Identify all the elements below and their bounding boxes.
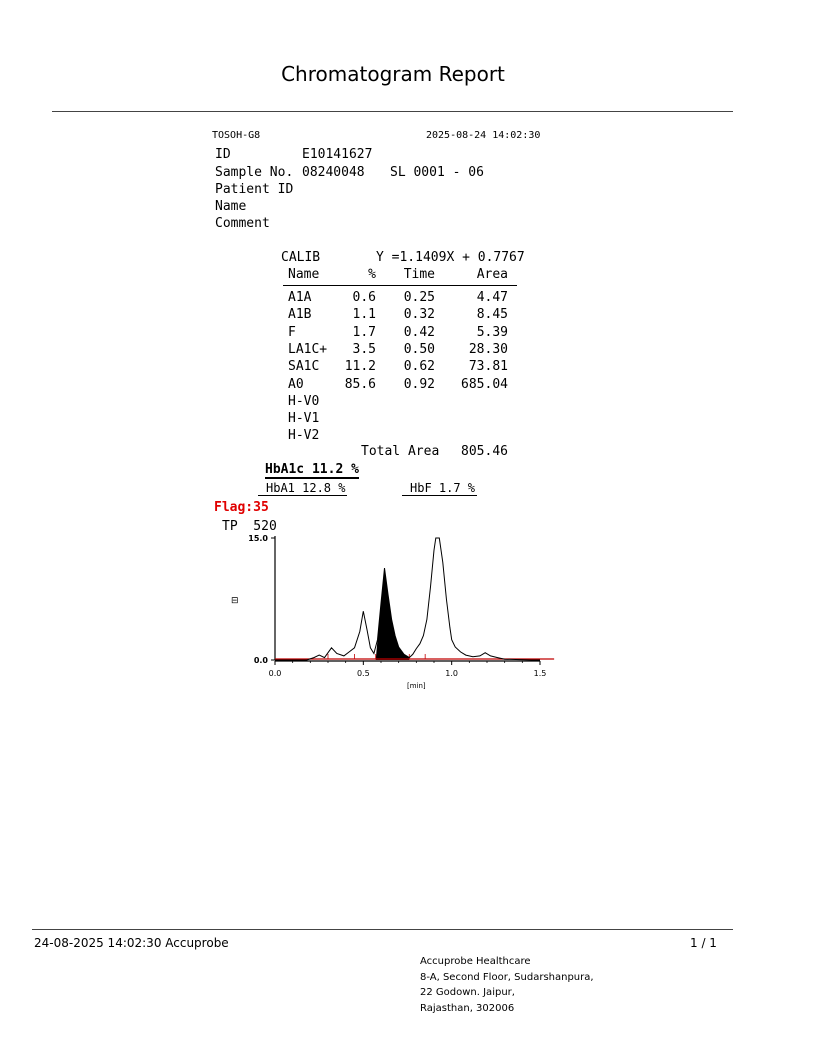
cell-time: 0.32: [403, 307, 435, 323]
instrument-name: TOSOH-G8: [212, 130, 261, 141]
y-tick-label: 0.0: [253, 656, 268, 665]
cell-pct: 85.6: [344, 376, 376, 392]
cell-name: A1B: [288, 307, 312, 323]
table-row: [283, 307, 517, 324]
chromatogram-trace: [275, 538, 540, 660]
cell-pct: 1.7: [352, 324, 376, 340]
cell-name: F: [288, 324, 296, 340]
cell-area: 8.45: [476, 307, 508, 323]
name-label: Name: [215, 199, 247, 214]
col-header-pct: %: [368, 267, 376, 282]
cell-area: 28.30: [468, 341, 508, 357]
cell-time: 0.42: [403, 324, 435, 340]
sl-value: SL 0001 - 06: [390, 165, 484, 180]
table-row: [283, 342, 517, 359]
cell-name: SA1C: [288, 359, 320, 375]
table-row: [283, 359, 517, 376]
col-header-area: Area: [476, 267, 508, 282]
col-header-name: Name: [288, 267, 320, 282]
chromatogram-chart: [225, 532, 570, 692]
top-divider: [52, 111, 733, 112]
cell-pct: 0.6: [352, 290, 376, 305]
total-protein: TP 520: [222, 519, 277, 534]
x-tick-label: 0.0: [268, 669, 282, 678]
hbf-result: HbF 1.7 %: [402, 481, 477, 496]
cell-name: A1A: [288, 290, 312, 305]
col-header-time: Time: [403, 267, 435, 282]
table-row: [283, 325, 517, 342]
address-line: Rajasthan, 302006: [420, 1002, 515, 1014]
table-row: [283, 394, 517, 411]
footer-page-number: 1 / 1: [690, 936, 717, 950]
x-tick-label: 1.0: [445, 669, 459, 678]
hba1-result: HbA1 12.8 %: [258, 481, 347, 496]
cell-area: 685.04: [461, 376, 508, 392]
cell-time: 0.50: [403, 341, 435, 357]
cell-pct: 1.1: [352, 307, 376, 323]
sample-label: Sample No.: [215, 165, 294, 180]
cell-time: 0.62: [403, 359, 435, 375]
table-row: [283, 377, 517, 394]
cell-area: 4.47: [476, 290, 508, 305]
cell-name: LA1C+: [288, 341, 328, 357]
flag-value: Flag:35: [214, 500, 269, 515]
cell-name: H-V0: [288, 393, 320, 409]
table-row: [283, 428, 517, 445]
address-line: 8-A, Second Floor, Sudarshanpura,: [420, 971, 594, 983]
cell-name: H-V2: [288, 428, 320, 444]
total-area-label: Total Area: [361, 444, 440, 459]
footer-address: [420, 954, 594, 1016]
address-line: 22 Godown. Jaipur,: [420, 987, 515, 998]
y-tick-label: 15.0: [248, 534, 268, 543]
cell-area: 5.39: [476, 324, 508, 340]
footer-divider: [32, 929, 733, 930]
report-title: Chromatogram Report: [281, 62, 505, 86]
footer-printed: 24-08-2025 14:02:30 Accuprobe: [34, 936, 229, 950]
run-datetime: 2025-08-24 14:02:30: [426, 130, 541, 141]
cell-pct: 3.5: [352, 341, 376, 357]
cell-name: A0: [288, 376, 304, 392]
address-line: Accuprobe Healthcare: [420, 956, 531, 967]
y-axis-unit-icon: ⊟: [231, 596, 239, 606]
x-tick-label: 0.5: [356, 669, 370, 678]
table-row: [283, 411, 517, 428]
x-axis-label: [min]: [406, 682, 426, 690]
cell-time: 0.92: [403, 376, 435, 392]
hba1c-result: HbA1c 11.2 %: [265, 462, 359, 477]
id-label: ID: [215, 147, 231, 162]
cell-name: H-V1: [288, 411, 320, 427]
calib-equation: Y =1.1409X + 0.7767: [376, 250, 525, 265]
filled-peak: [376, 568, 410, 660]
table-header-rule: [283, 285, 517, 286]
table-row: [283, 290, 517, 307]
cell-time: 0.25: [403, 290, 435, 305]
x-tick-label: 1.5: [533, 669, 547, 678]
calib-label: CALIB: [281, 250, 321, 265]
sample-value: 08240048: [302, 165, 365, 180]
cell-area: 73.81: [468, 359, 508, 375]
id-value: E10141627: [302, 147, 373, 162]
total-area-value: 805.46: [461, 444, 508, 459]
cell-pct: 11.2: [344, 359, 376, 375]
comment-label: Comment: [215, 216, 270, 231]
patient-id-label: Patient ID: [215, 182, 294, 197]
results-table: [283, 267, 517, 467]
